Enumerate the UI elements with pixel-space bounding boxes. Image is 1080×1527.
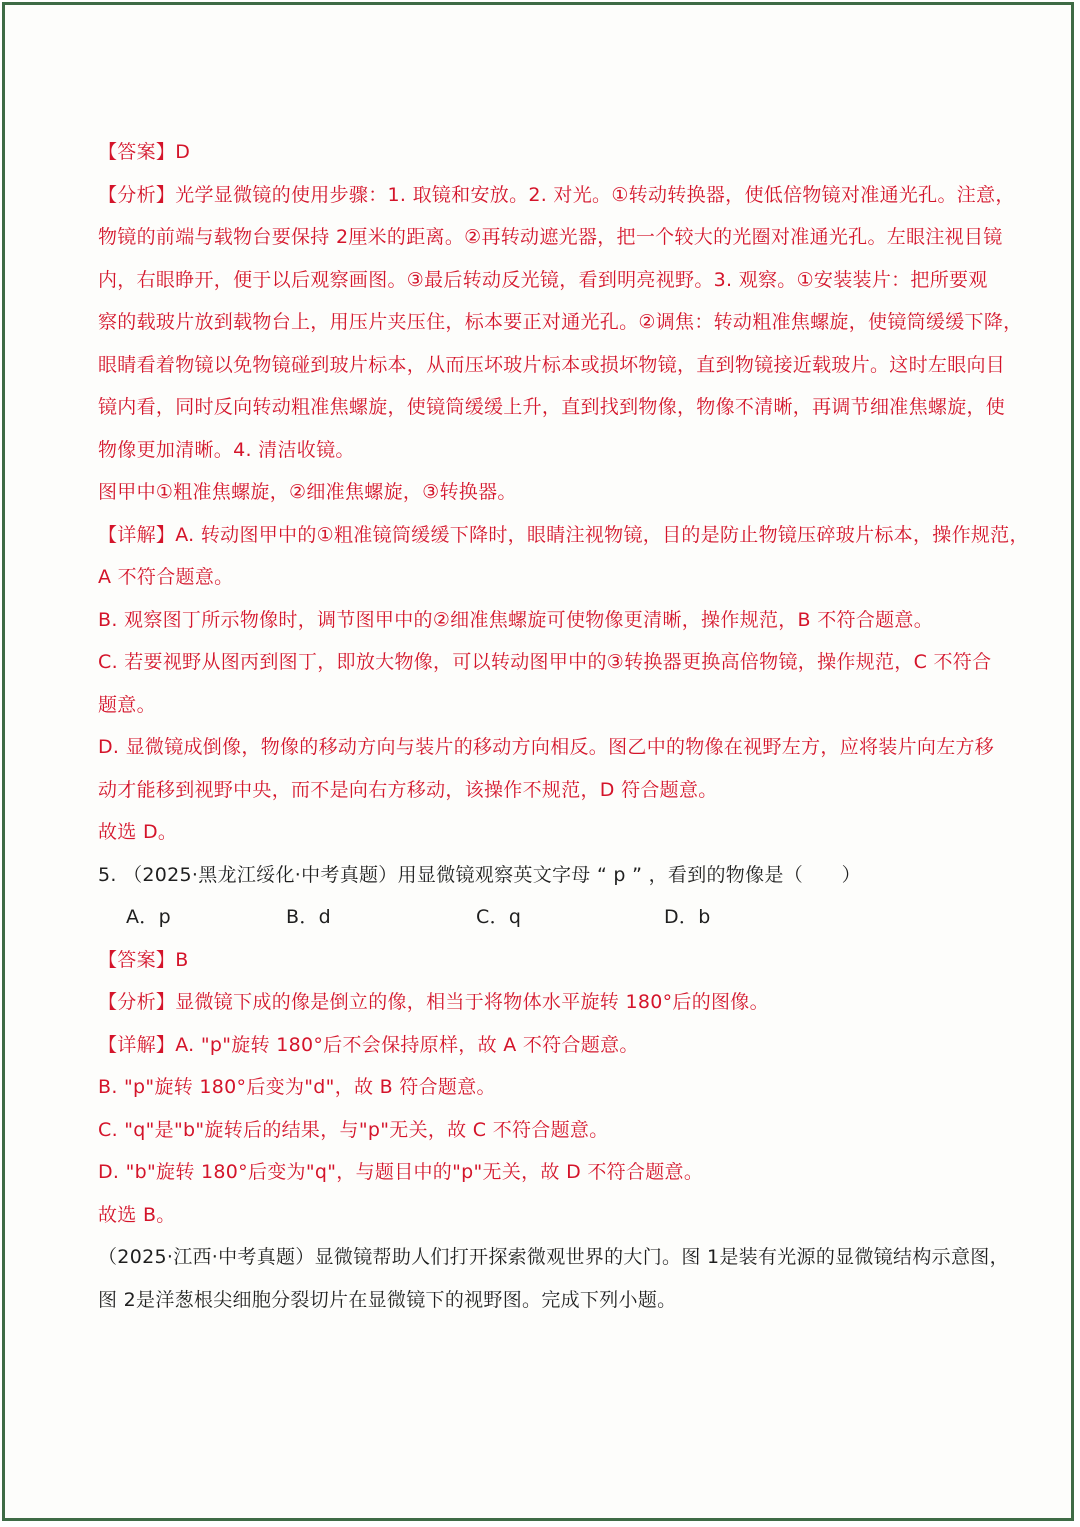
q5-detail-line: 【详解】A. "p"旋转 180°后不会保持原样，故 A 不符合题意。	[98, 1033, 639, 1056]
q6-intro-line: 图 2是洋葱根尖细胞分裂切片在显微镜下的视野图。完成下列小题。	[98, 1288, 677, 1311]
q5-detail-line: C. "q"是"b"旋转后的结果，与"p"无关，故 C 不符合题意。	[98, 1118, 609, 1141]
q4-detail-line: 【详解】A. 转动图甲中的①粗准镜筒缓缓下降时，眼睛注视物镜，目的是防止物镜压碎玻片标本，操作规范，	[98, 523, 1029, 546]
q5-answer: 【答案】B	[98, 948, 189, 971]
q5-question: 5. （2025·黑龙江绥化·中考真题）用显微镜观察英文字母 “ p ” ，看到的物像是（ ）	[98, 863, 861, 886]
q4-analysis-line: 物镜的前端与载物台要保持 2厘米的距离。②再转动遮光器，把一个较大的光圈对准通光孔。左眼注视目镜	[98, 226, 1003, 248]
q4-conclusion: 故选 D。	[98, 821, 178, 843]
q4-analysis-line: 察的载玻片放到载物台上，用压片夹压住，标本要正对通光孔。②调焦：转动粗准焦螺旋，使镜筒缓缓下降，	[98, 311, 1023, 333]
q5-detail-line: B. "p"旋转 180°后变为"d"，故 B 符合题意。	[98, 1076, 496, 1098]
option-a: A．p	[126, 906, 171, 928]
q5-detail-line: D. "b"旋转 180°后变为"q"，与题目中的"p"无关，故 D 不符合题意。	[98, 1161, 704, 1183]
document-content	[98, 131, 1029, 1321]
q6-intro-line: （2025·江西·中考真题）显微镜帮助人们打开探索微观世界的大门。图 1是装有光源的显微镜结构示意图，	[98, 1246, 1009, 1268]
q4-analysis-line: 眼睛看着物镜以免物镜碰到玻片标本，从而压坏玻片标本或损坏物镜，直到物镜接近载玻片。这时左眼向目	[98, 353, 1006, 376]
q4-answer: 【答案】D	[98, 141, 191, 163]
option-b: B．d	[286, 906, 331, 928]
q4-detail-line: 动才能移到视野中央，而不是向右方移动，该操作不规范，D 符合题意。	[98, 778, 718, 801]
option-c: C．q	[476, 906, 522, 928]
q5-conclusion: 故选 B。	[98, 1203, 176, 1226]
q4-detail-line: B. 观察图丁所示物像时，调节图甲中的②细准焦螺旋可使物像更清晰，操作规范，B 不符合题意。	[98, 608, 934, 631]
q4-analysis-line: 内，右眼睁开，便于以后观察画图。③最后转动反光镜，看到明亮视野。3. 观察。①安装装片：把所要观	[98, 268, 988, 291]
q4-detail-line: 题意。	[98, 693, 156, 716]
q5-analysis: 【分析】显微镜下成的像是倒立的像，相当于将物体水平旋转 180°后的图像。	[98, 991, 769, 1013]
q4-analysis-line: 图甲中①粗准焦螺旋，②细准焦螺旋，③转换器。	[98, 481, 517, 503]
option-d: D．b	[664, 906, 711, 928]
q4-detail-line: A 不符合题意。	[98, 566, 234, 588]
q5-options	[98, 896, 998, 939]
q4-analysis-line: 【分析】光学显微镜的使用步骤：1. 取镜和安放。2. 对光。①转动转换器，使低倍物镜对准通光孔。注意，	[98, 183, 1015, 206]
q4-detail-line: D. 显微镜成倒像，物像的移动方向与装片的移动方向相反。图乙中的物像在视野左方，应将装片向左方移	[98, 736, 995, 758]
q4-detail-line: C. 若要视野从图丙到图丁，即放大物像，可以转动图甲中的③转换器更换高倍物镜，操作规范，C 不符合	[98, 651, 992, 673]
q4-analysis-line: 物像更加清晰。4. 清洁收镜。	[98, 438, 355, 461]
q4-analysis-line: 镜内看，同时反向转动粗准焦螺旋，使镜筒缓缓上升，直到找到物像，物像不清晰，再调节细准焦螺旋，使	[98, 396, 1006, 418]
